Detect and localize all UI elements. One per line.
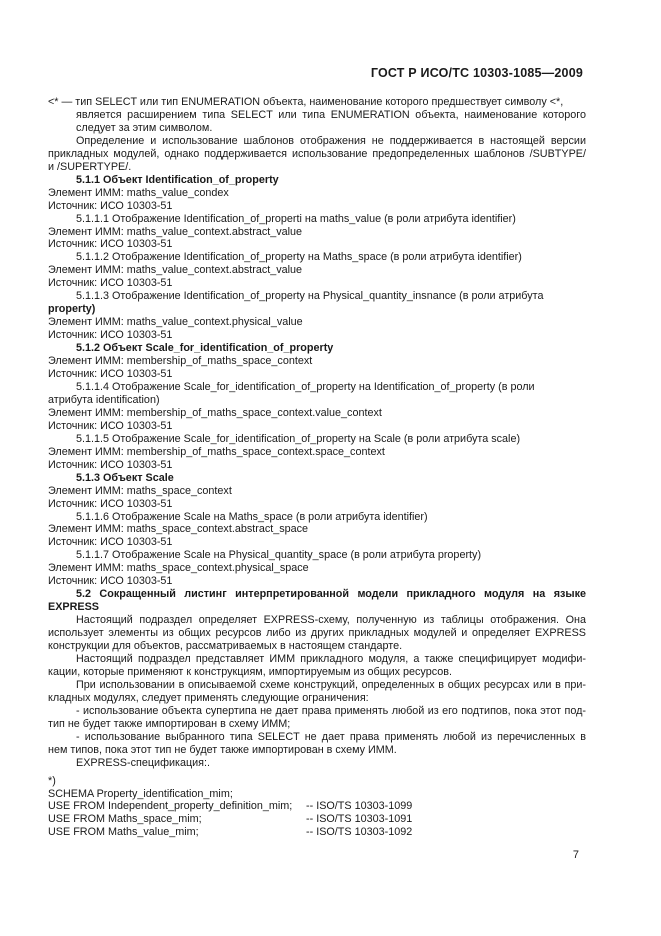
text-line: EXPRESS [48, 601, 100, 614]
text-line: использует элементы из общих ресурсов либо из других прикладных модулей и определяет EXPRESS [48, 627, 586, 640]
express-code-block [48, 775, 586, 840]
code-use-line: USE FROM Independent_property_definition_mim; -- ISO/TS 10303-1099 [48, 800, 413, 813]
text-line: Источник: ИСО 10303-51 [48, 419, 173, 432]
code-use-line: USE FROM Maths_value_mim; -- ISO/TS 10303-1092 [48, 826, 413, 839]
text-line: 5.2 Сокращенный листинг интерпретированной модели прикладного модуля на языке [76, 588, 586, 601]
text-line: Источник: ИСО 10303-51 [48, 536, 173, 549]
text-line: тип не будет также импортирован в схему ИММ; [48, 717, 291, 730]
page-number: 7 [572, 849, 579, 861]
text-line: 5.1.1.6 Отображение Scale на Maths_space (в роли атрибута identifier) [76, 510, 428, 523]
text-line: Источник: ИСО 10303-51 [48, 199, 173, 212]
text-lines [48, 96, 586, 770]
code-comment-close: *) [48, 774, 56, 787]
text-line: Источник: ИСО 10303-51 [48, 368, 173, 381]
text-line: Элемент ИММ: membership_of_maths_space_context.space_context [48, 445, 385, 458]
text-line: Настоящий подраздел определяет EXPRESS-схему, полученную из таблицы отображения. Она [76, 614, 586, 627]
text-line: прикладных модулей, однако поддерживается использование предопределенных шаблонов /SUBTYPE/ [48, 147, 586, 160]
text-line: 5.1.1.1 Отображение Identification_of_properti на maths_value (в роли атрибута identifier) [76, 212, 516, 225]
text-line: Элемент ИММ: maths_space_context.abstract_space [48, 523, 309, 536]
text-line: Элемент ИММ: maths_space_context [48, 484, 232, 497]
document-header: ГОСТ Р ИСО/ТС 10303-1085—2009 [370, 66, 583, 80]
code-schema-line: SCHEMA Property_identification_mim; [48, 787, 233, 800]
text-line: Источник: ИСО 10303-51 [48, 329, 173, 342]
text-line: конструкции для объектов, рассматриваемых в настоящем стандарте. [48, 640, 403, 653]
text-line: Источник: ИСО 10303-51 [48, 238, 173, 251]
code-use-line: USE FROM Maths_space_mim; -- ISO/TS 10303-1091 [48, 813, 413, 826]
text-line: Элемент ИММ: maths_space_context.physical_space [48, 562, 309, 575]
text-line: EXPRESS-спецификация:. [76, 756, 211, 769]
text-line: Элемент ИММ: maths_value_context.abstract_value [48, 264, 303, 277]
text-line: Определение и использование шаблонов отображения не поддерживается в настоящей версии [76, 134, 586, 147]
text-line: Источник: ИСО 10303-51 [48, 575, 173, 588]
text-line: Источник: ИСО 10303-51 [48, 497, 173, 510]
text-line: <* — тип SELECT или тип ENUMERATION объекта, наименование которого предшествует символу <*, [48, 96, 564, 108]
text-line: и /SUPERTYPE/. [48, 160, 132, 173]
text-line: 5.1.1.3 Отображение Identification_of_property на Physical_quantity_insnance (в роли атрибута [76, 290, 544, 303]
text-line: 5.1.1 Объект Identification_of_property [76, 173, 279, 186]
text-line: 5.1.1.7 Отображение Scale на Physical_quantity_space (в роли атрибута property) [76, 549, 482, 562]
text-line: 5.1.1.4 Отображение Scale_for_identification_of_property на Identification_of_property (в роли [76, 380, 535, 393]
text-line: являeтся расширением типа SELECT или типа ENUMERATION объекта, наименование которого [76, 108, 586, 121]
text-line: Элемент ИММ: maths_value_context.physical_value [48, 316, 303, 329]
text-line: Элемент ИММ: membership_of_maths_space_context [48, 355, 313, 368]
text-line: Элемент ИММ: membership_of_maths_space_context.value_context [48, 406, 382, 419]
text-line: 5.1.2 Объект Scale_for_identification_of_property [76, 342, 334, 355]
text-line: следует за этим символом. [76, 121, 213, 134]
text-line: Источник: ИСО 10303-51 [48, 458, 173, 471]
text-line: 5.1.1.2 Отображение Identification_of_property на Maths_space (в роли атрибута identifier) [76, 251, 522, 264]
text-line: - использование выбранного типа SELECT не дает права применять любой из перечисленных в [76, 730, 586, 743]
text-line: Элемент ИММ: maths_value_condex [48, 186, 229, 199]
text-line: Настоящий подраздел представляет ИММ прикладного модуля, а также специфицирует модифи- [76, 652, 586, 665]
text-line: 5.1.3 Объект Scale [76, 471, 174, 484]
text-line: При использовании в описываемой схеме конструкций, определенных в общих ресурсах или в при- [76, 678, 586, 691]
text-line: property) [48, 303, 96, 316]
text-line: нем типов, пока этот тип не будет также импортирован в схему ИММ. [48, 743, 397, 756]
text-line: Элемент ИММ: maths_value_context.abstract_value [48, 225, 303, 238]
text-line: - использование объекта супертипа не дает права применять любой из его подтипов, пока этот под- [76, 704, 586, 717]
document-body [48, 96, 586, 839]
text-line: 5.1.1.5 Отображение Scale_for_identification_of_property на Scale (в роли атрибута scale) [76, 432, 521, 445]
text-line: кации, которые применяют к конструкциям, импортируемым из общих ресурсов. [48, 665, 452, 678]
text-line: Источник: ИСО 10303-51 [48, 277, 173, 290]
text-line: атрибута identification) [48, 393, 160, 406]
text-line: кладных модулях, следует применять следующие ограничения: [48, 691, 369, 704]
